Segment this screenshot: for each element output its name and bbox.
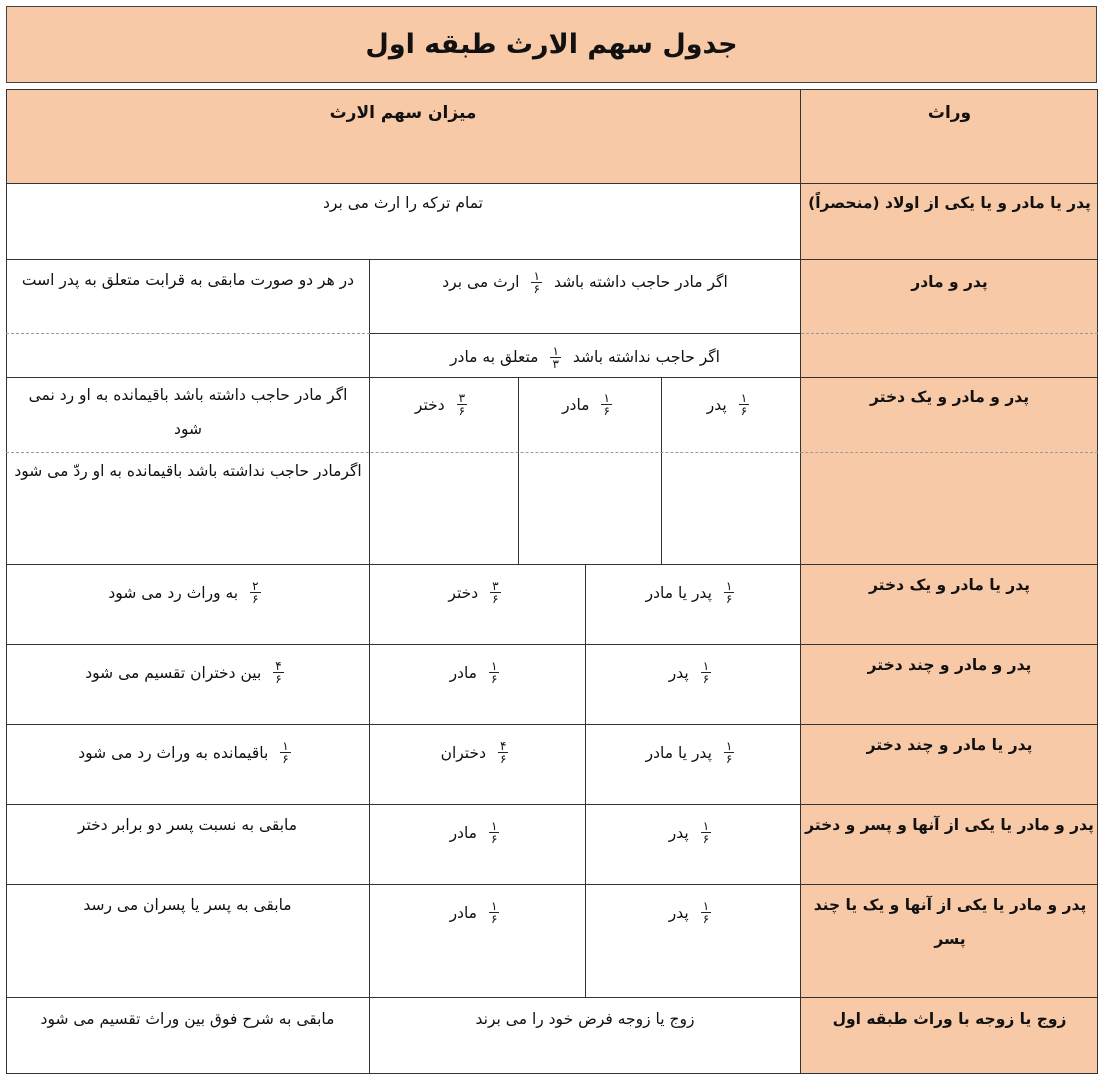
row7-share-mother: $\frac{۱}{۶}$ مادر xyxy=(449,819,498,846)
header-share: میزان سهم الارث xyxy=(329,103,477,123)
row4-share-parent: $\frac{۱}{۶}$ پدر یا مادر xyxy=(645,579,733,606)
row6-heir: پدر یا مادر و چند دختر xyxy=(866,736,1033,754)
row3-share-daughter: $\frac{۳}{۶}$ دختر xyxy=(414,391,466,418)
fraction: $\frac{۱}{۶}$ xyxy=(533,268,540,296)
row3-note-without-hajib: اگرمادر حاجب نداشته باشد باقیمانده به او ردّ می شود xyxy=(14,462,362,480)
row3-share-mother: $\frac{۱}{۶}$ مادر xyxy=(562,391,610,418)
row9-heir: زوج یا زوجه با وراث طبقه اول xyxy=(832,1010,1067,1028)
row2-case-with-hajib: اگر مادر حاجب داشته باشد $\frac{۱}{۶}$ ارث می برد xyxy=(442,268,728,296)
row8-remainder: مابقی به پسر یا پسران می رسد xyxy=(83,896,292,914)
row2-heir: پدر و مادر xyxy=(911,273,988,291)
row3-share-father: $\frac{۱}{۶}$ پدر xyxy=(706,391,748,418)
row6-remainder: $\frac{۱}{۶}$ باقیمانده به وراث رد می شود xyxy=(78,739,289,766)
header-heirs: وراث xyxy=(927,103,972,123)
row5-heir: پدر و مادر و چند دختر xyxy=(867,656,1032,674)
row5-share-father: $\frac{۱}{۶}$ پدر xyxy=(668,659,710,686)
row7-remainder: مابقی به نسبت پسر دو برابر دختر xyxy=(77,816,298,834)
page-title: جدول سهم الارث طبقه اول xyxy=(6,6,1097,83)
row6-share-parent: $\frac{۱}{۶}$ پدر یا مادر xyxy=(645,739,733,766)
row7-heir: پدر و مادر یا یکی از آنها و پسر و دختر xyxy=(805,816,1094,834)
row9-spouse-share: زوج یا زوجه فرض خود را می برند xyxy=(475,1010,695,1028)
fraction: $\frac{۱}{۳}$ xyxy=(552,343,559,371)
row1-share: تمام ترکه را ارث می برد xyxy=(323,194,483,212)
row5-remainder: $\frac{۴}{۶}$ بین دختران تقسیم می شود xyxy=(85,659,282,686)
row3-note-with-hajib: اگر مادر حاجب داشته باشد باقیمانده به او رد نمی شود xyxy=(28,386,348,438)
row8-share-father: $\frac{۱}{۶}$ پدر xyxy=(668,899,710,926)
row2-note: در هر دو صورت مابقی به قرابت متعلق به پدر است xyxy=(21,271,355,289)
row8-heir: پدر و مادر یا یکی از آنها و یک یا چند پسر xyxy=(813,896,1087,948)
row9-remainder: مابقی به شرح فوق بین وراث تقسیم می شود xyxy=(40,1010,335,1028)
row8-share-mother: $\frac{۱}{۶}$ مادر xyxy=(449,899,498,926)
row7-share-father: $\frac{۱}{۶}$ پدر xyxy=(668,819,710,846)
row3-heir: پدر و مادر و یک دختر xyxy=(869,388,1030,406)
row1-heir: پدر یا مادر و یا یکی از اولاد (منحصراً) xyxy=(808,194,1091,212)
row4-share-daughter: $\frac{۳}{۶}$ دختر xyxy=(448,579,499,606)
row4-remainder: $\frac{۲}{۶}$ به وراث رد می شود xyxy=(108,579,259,606)
row4-heir: پدر یا مادر و یک دختر xyxy=(868,576,1031,594)
row2-case-without-hajib: اگر حاجب نداشته باشد $\frac{۱}{۳}$ متعلق به مادر xyxy=(450,343,720,371)
row5-share-mother: $\frac{۱}{۶}$ مادر xyxy=(449,659,498,686)
row6-share-daughters: $\frac{۴}{۶}$ دختران xyxy=(440,739,507,766)
